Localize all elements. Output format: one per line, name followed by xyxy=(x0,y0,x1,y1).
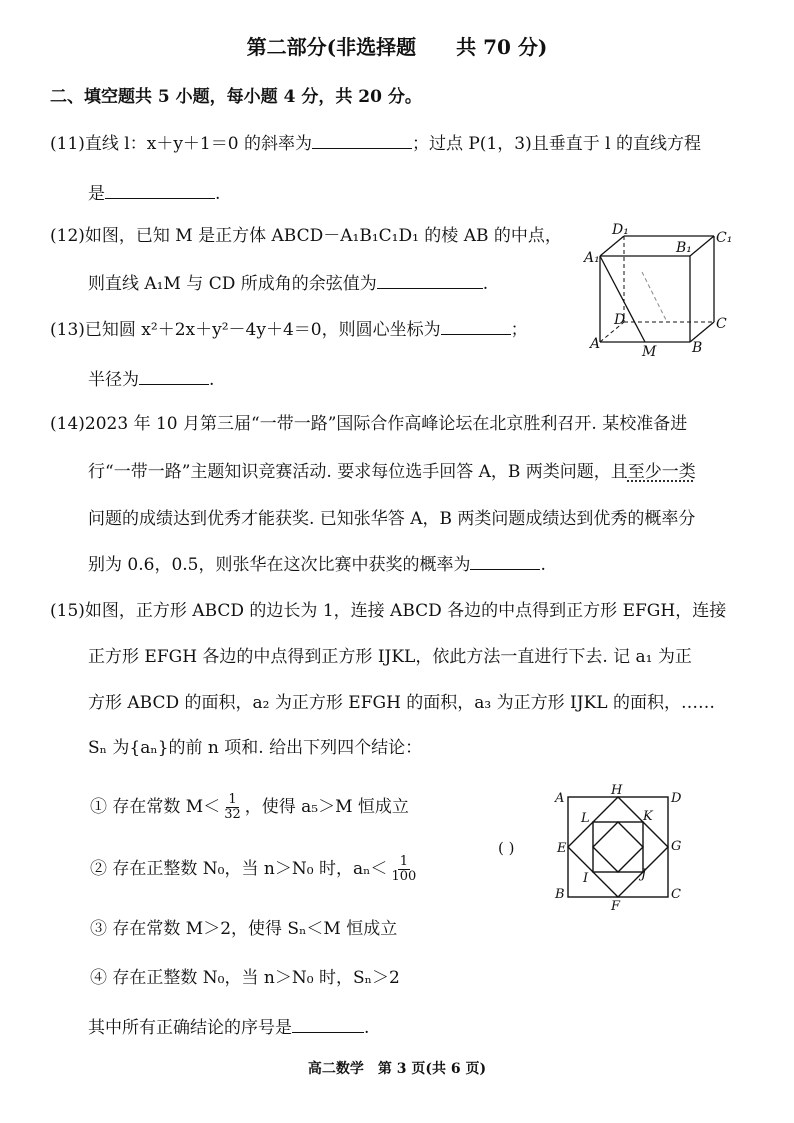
cube-label-d: D xyxy=(614,312,626,328)
q11-line2 xyxy=(88,182,220,205)
cube-label-m: M xyxy=(642,344,657,360)
q13-answer-blank-1[interactable] xyxy=(441,318,511,335)
sq-label-h: H xyxy=(611,783,623,798)
c2-text-a: ② 存在正整数 N₀，当 n＞N₀ 时，aₙ＜ xyxy=(90,859,388,879)
sq-label-l: L xyxy=(581,811,590,826)
cube-label-a: A xyxy=(590,336,601,352)
q13-line2 xyxy=(88,368,214,391)
q11-text-d: . xyxy=(215,184,221,204)
q13-text-d: . xyxy=(209,370,215,390)
sq-label-i: I xyxy=(583,871,589,886)
c1-text-b: ，使得 a₅＞M 恒成立 xyxy=(244,797,409,817)
q14-emphasis: 至少一类 xyxy=(627,462,696,482)
q14-text-c: . xyxy=(540,555,546,575)
q12-answer-blank[interactable] xyxy=(377,272,483,289)
page-footer: 高二数学 第 3 页(共 6 页) xyxy=(307,1061,487,1077)
q14-line2 xyxy=(88,461,696,483)
c2-frac-den: 100 xyxy=(391,869,417,884)
cube-label-a1: A₁ xyxy=(584,250,600,266)
q15-final xyxy=(88,1016,369,1039)
q11-answer-blank-1[interactable] xyxy=(312,132,412,149)
q14-answer-blank[interactable] xyxy=(470,553,540,570)
sq-label-e: E xyxy=(557,841,567,856)
q15-conclusion-4: ④ 存在正整数 N₀，当 n＞N₀ 时，Sₙ＞2 xyxy=(90,968,400,988)
sq-label-a: A xyxy=(555,791,565,806)
q15-final-text: 其中所有正确结论的序号是 xyxy=(88,1018,292,1038)
cube-label-b1: B₁ xyxy=(676,240,692,256)
q15-line1: (15)如图，正方形 ABCD 的边长为 1，连接 ABCD 各边的中点得到正方形 EFGH，连接 xyxy=(50,601,727,621)
q15-answer-blank[interactable] xyxy=(292,1016,364,1033)
q14-text-b: 别为 0.6，0.5，则张华在这次比赛中获奖的概率为 xyxy=(88,555,471,575)
q15-final-end: . xyxy=(364,1018,370,1038)
nested-squares-figure xyxy=(545,782,685,912)
section-heading: 二、填空题共 5 小题，每小题 4 分，共 20 分。 xyxy=(50,87,422,107)
q15-conclusion-1 xyxy=(90,790,409,824)
q13-line1 xyxy=(50,318,528,341)
q15-conclusion-2 xyxy=(90,852,420,886)
q13-text-a: (13)已知圆 x²＋2x＋y²－4y＋4＝0，则圆心坐标为 xyxy=(50,320,441,340)
sq-label-c: C xyxy=(671,887,681,902)
cube-figure xyxy=(582,222,742,362)
q11-text-c: 是 xyxy=(88,184,105,204)
q15-line3: 方形 ABCD 的面积，a₂ 为正方形 EFGH 的面积，a₃ 为正方形 IJKL 的面积，…… xyxy=(88,693,715,713)
sq-label-f: F xyxy=(611,899,621,912)
cube-label-c1: C₁ xyxy=(716,230,733,246)
cube-label-d1: D₁ xyxy=(612,222,629,238)
c1-frac-num: 1 xyxy=(228,792,237,807)
q13-text-b: ； xyxy=(510,320,528,340)
cube-label-b: B xyxy=(692,340,703,356)
sq-label-j: J xyxy=(641,867,647,882)
q12-text-a: 则直线 A₁M 与 CD 所成角的余弦值为 xyxy=(88,274,377,294)
sq-label-k: K xyxy=(643,809,653,824)
q12-line1: (12)如图，已知 M 是正方体 ABCD－A₁B₁C₁D₁ 的棱 AB 的中点， xyxy=(50,226,562,246)
c2-fraction xyxy=(389,855,418,884)
q11-text-a: (11)直线 l：x＋y＋1＝0 的斜率为 xyxy=(50,134,312,154)
q14-line4 xyxy=(88,553,546,576)
sq-label-b: B xyxy=(555,887,565,902)
q15-conclusion-3: ③ 存在常数 M＞2，使得 Sₙ＜M 恒成立 xyxy=(90,919,398,939)
sq-label-d: D xyxy=(671,791,682,806)
c2-frac-num: 1 xyxy=(399,854,408,869)
q14-text-a: 行“一带一路”主题知识竞赛活动. 要求每位选手回答 A，B 两类问题，且 xyxy=(88,462,628,482)
q15-line2: 正方形 EFGH 各边的中点得到正方形 IJKL，依此方法一直进行下去. 记 a₁ 为正 xyxy=(88,647,692,667)
page-title: 第二部分(非选择题 共 70 分) xyxy=(246,35,548,59)
q12-line2 xyxy=(88,272,488,295)
c1-frac-den: 32 xyxy=(224,807,241,822)
q11-answer-blank-2[interactable] xyxy=(105,182,215,199)
q15-paren: ( ) xyxy=(498,839,515,857)
q14-line3: 问题的成绩达到优秀才能获奖. 已知张华答 A，B 两类问题成绩达到优秀的概率分 xyxy=(88,509,696,529)
q11-text-b: ；过点 P(1，3)且垂直于 l 的直线方程 xyxy=(411,134,701,154)
sq-label-g: G xyxy=(671,839,682,854)
q13-answer-blank-2[interactable] xyxy=(139,368,209,385)
q12-text-b: . xyxy=(482,274,489,294)
cube-label-c: C xyxy=(716,316,727,332)
q14-line1: (14)2023 年 10 月第三届“一带一路”国际合作高峰论坛在北京胜利召开. 某校准备进 xyxy=(50,414,688,434)
q13-text-c: 半径为 xyxy=(88,370,139,390)
c1-text-a: ① 存在常数 M＜ xyxy=(90,797,221,817)
q15-line4: Sₙ 为{aₙ}的前 n 项和. 给出下列四个结论： xyxy=(88,738,423,758)
q11-line1 xyxy=(50,132,701,155)
c1-fraction xyxy=(222,793,243,822)
